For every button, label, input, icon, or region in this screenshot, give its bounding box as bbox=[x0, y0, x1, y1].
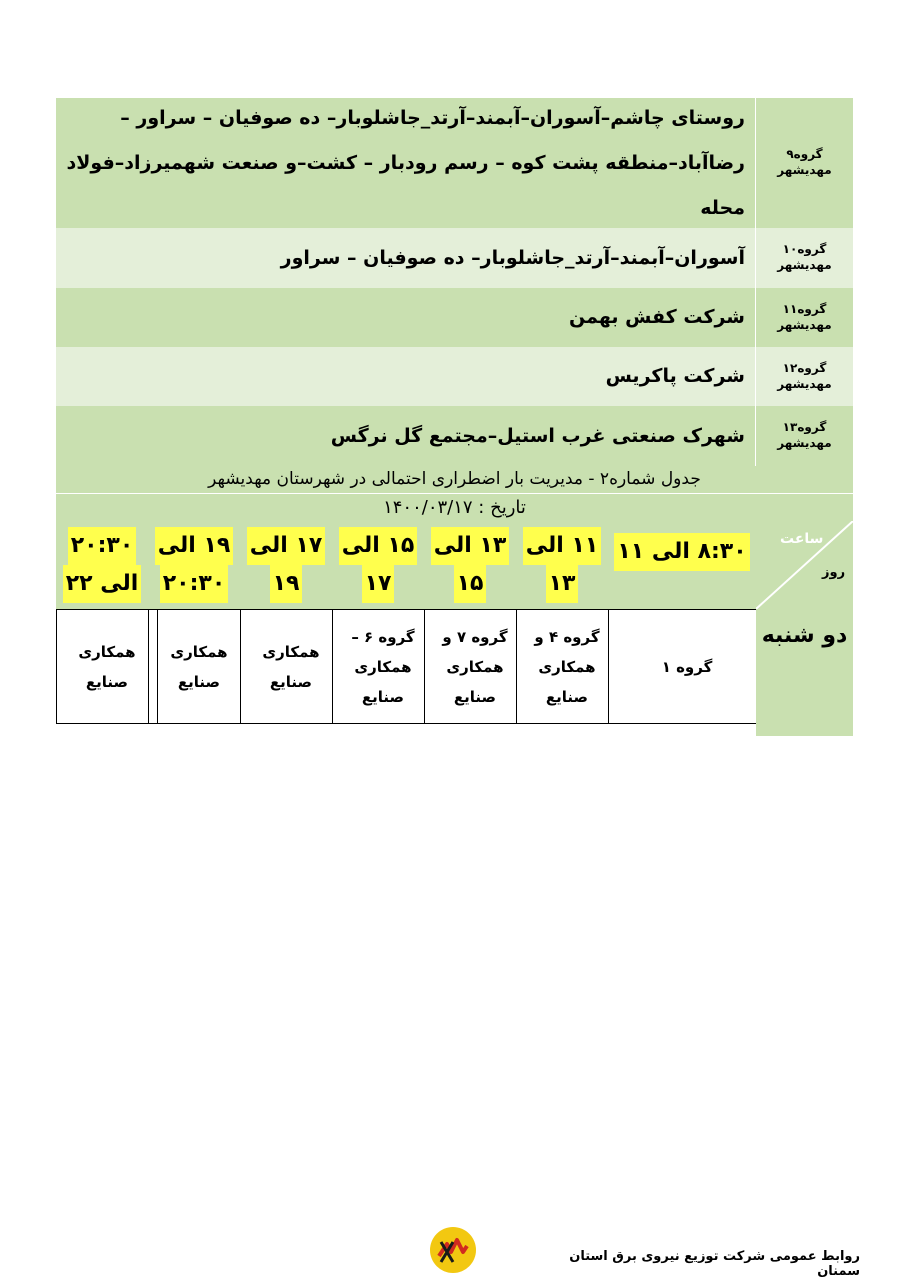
header-corner bbox=[756, 521, 853, 609]
cell-slot-7: همکاری صنایع bbox=[56, 609, 158, 724]
group-9-label: گروه۹ مهدیشهر bbox=[755, 98, 853, 228]
cell-slot-2: گروه ۴ و همکاری صنایع bbox=[516, 609, 617, 724]
time-header-row bbox=[56, 521, 853, 609]
slot-6: ۱۹ الی ۲۰:۳۰ bbox=[148, 521, 240, 609]
table-title: جدول شماره۲ - مدیریت بار اضطراری احتمالی در شهرستان مهدیشهر bbox=[56, 466, 853, 494]
group-row-10 bbox=[56, 228, 853, 290]
day-name: دو شنبه bbox=[756, 609, 853, 736]
cell-slot-1: گروه ۱ bbox=[608, 609, 765, 724]
group-10-areas: آسوران–آبمند–آرتد_جاشلوبار– ده صوفیان – سراور bbox=[56, 228, 755, 288]
slot-1: ۸:۳۰ الی ۱۱ bbox=[608, 521, 756, 621]
cell-slot-6: همکاری صنایع bbox=[148, 609, 249, 724]
slot-4: ۱۵ الی ۱۷ bbox=[332, 521, 424, 609]
footer-text: روابط عمومی شرکت توزیع نیروی برق استان سمنان bbox=[569, 1249, 860, 1279]
group-13-label: گروه۱۳ مهدیشهر bbox=[755, 406, 853, 466]
day-label: روز bbox=[822, 565, 846, 580]
group-11-label: گروه۱۱ مهدیشهر bbox=[755, 288, 853, 347]
group-row-9 bbox=[56, 98, 853, 230]
group-12-areas: شرکت پاکریس bbox=[56, 347, 755, 406]
slot-5: ۱۷ الی ۱۹ bbox=[240, 521, 332, 609]
group-12-label: گروه۱۲ مهدیشهر bbox=[755, 347, 853, 406]
cell-slot-4: گروه ۶ – همکاری صنایع bbox=[332, 609, 433, 724]
cell-slot-5: همکاری صنایع bbox=[240, 609, 341, 724]
group-9-areas: روستای چاشم–آسوران–آبمند–آرتد_جاشلوبار– ده صوفیان – سراور – رضاآباد–منطقه پشت کوه – رسم رودبار – کشت–و صنعت شهمیرزاد–فولاد محله bbox=[56, 98, 755, 228]
slot-7: ۲۰:۳۰ الی ۲۲ bbox=[56, 521, 148, 609]
group-10-label: گروه۱۰ مهدیشهر bbox=[755, 228, 853, 288]
slot-2: ۱۱ الی ۱۳ bbox=[516, 521, 608, 609]
group-13-areas: شهرک صنعتی غرب استیل–مجتمع گل نرگس bbox=[56, 406, 755, 466]
day-row-monday bbox=[56, 609, 853, 722]
slot-3: ۱۳ الی ۱۵ bbox=[424, 521, 516, 609]
company-logo-icon bbox=[429, 1226, 477, 1274]
group-row-13 bbox=[56, 406, 853, 468]
cell-slot-3: گروه ۷ و همکاری صنایع bbox=[424, 609, 525, 724]
group-row-11 bbox=[56, 288, 853, 349]
group-11-areas: شرکت کفش بهمن bbox=[56, 288, 755, 347]
hour-label: ساعت bbox=[780, 531, 824, 547]
group-row-12 bbox=[56, 347, 853, 408]
date-line: تاریخ : ۱۴۰۰/۰۳/۱۷ bbox=[56, 494, 853, 522]
